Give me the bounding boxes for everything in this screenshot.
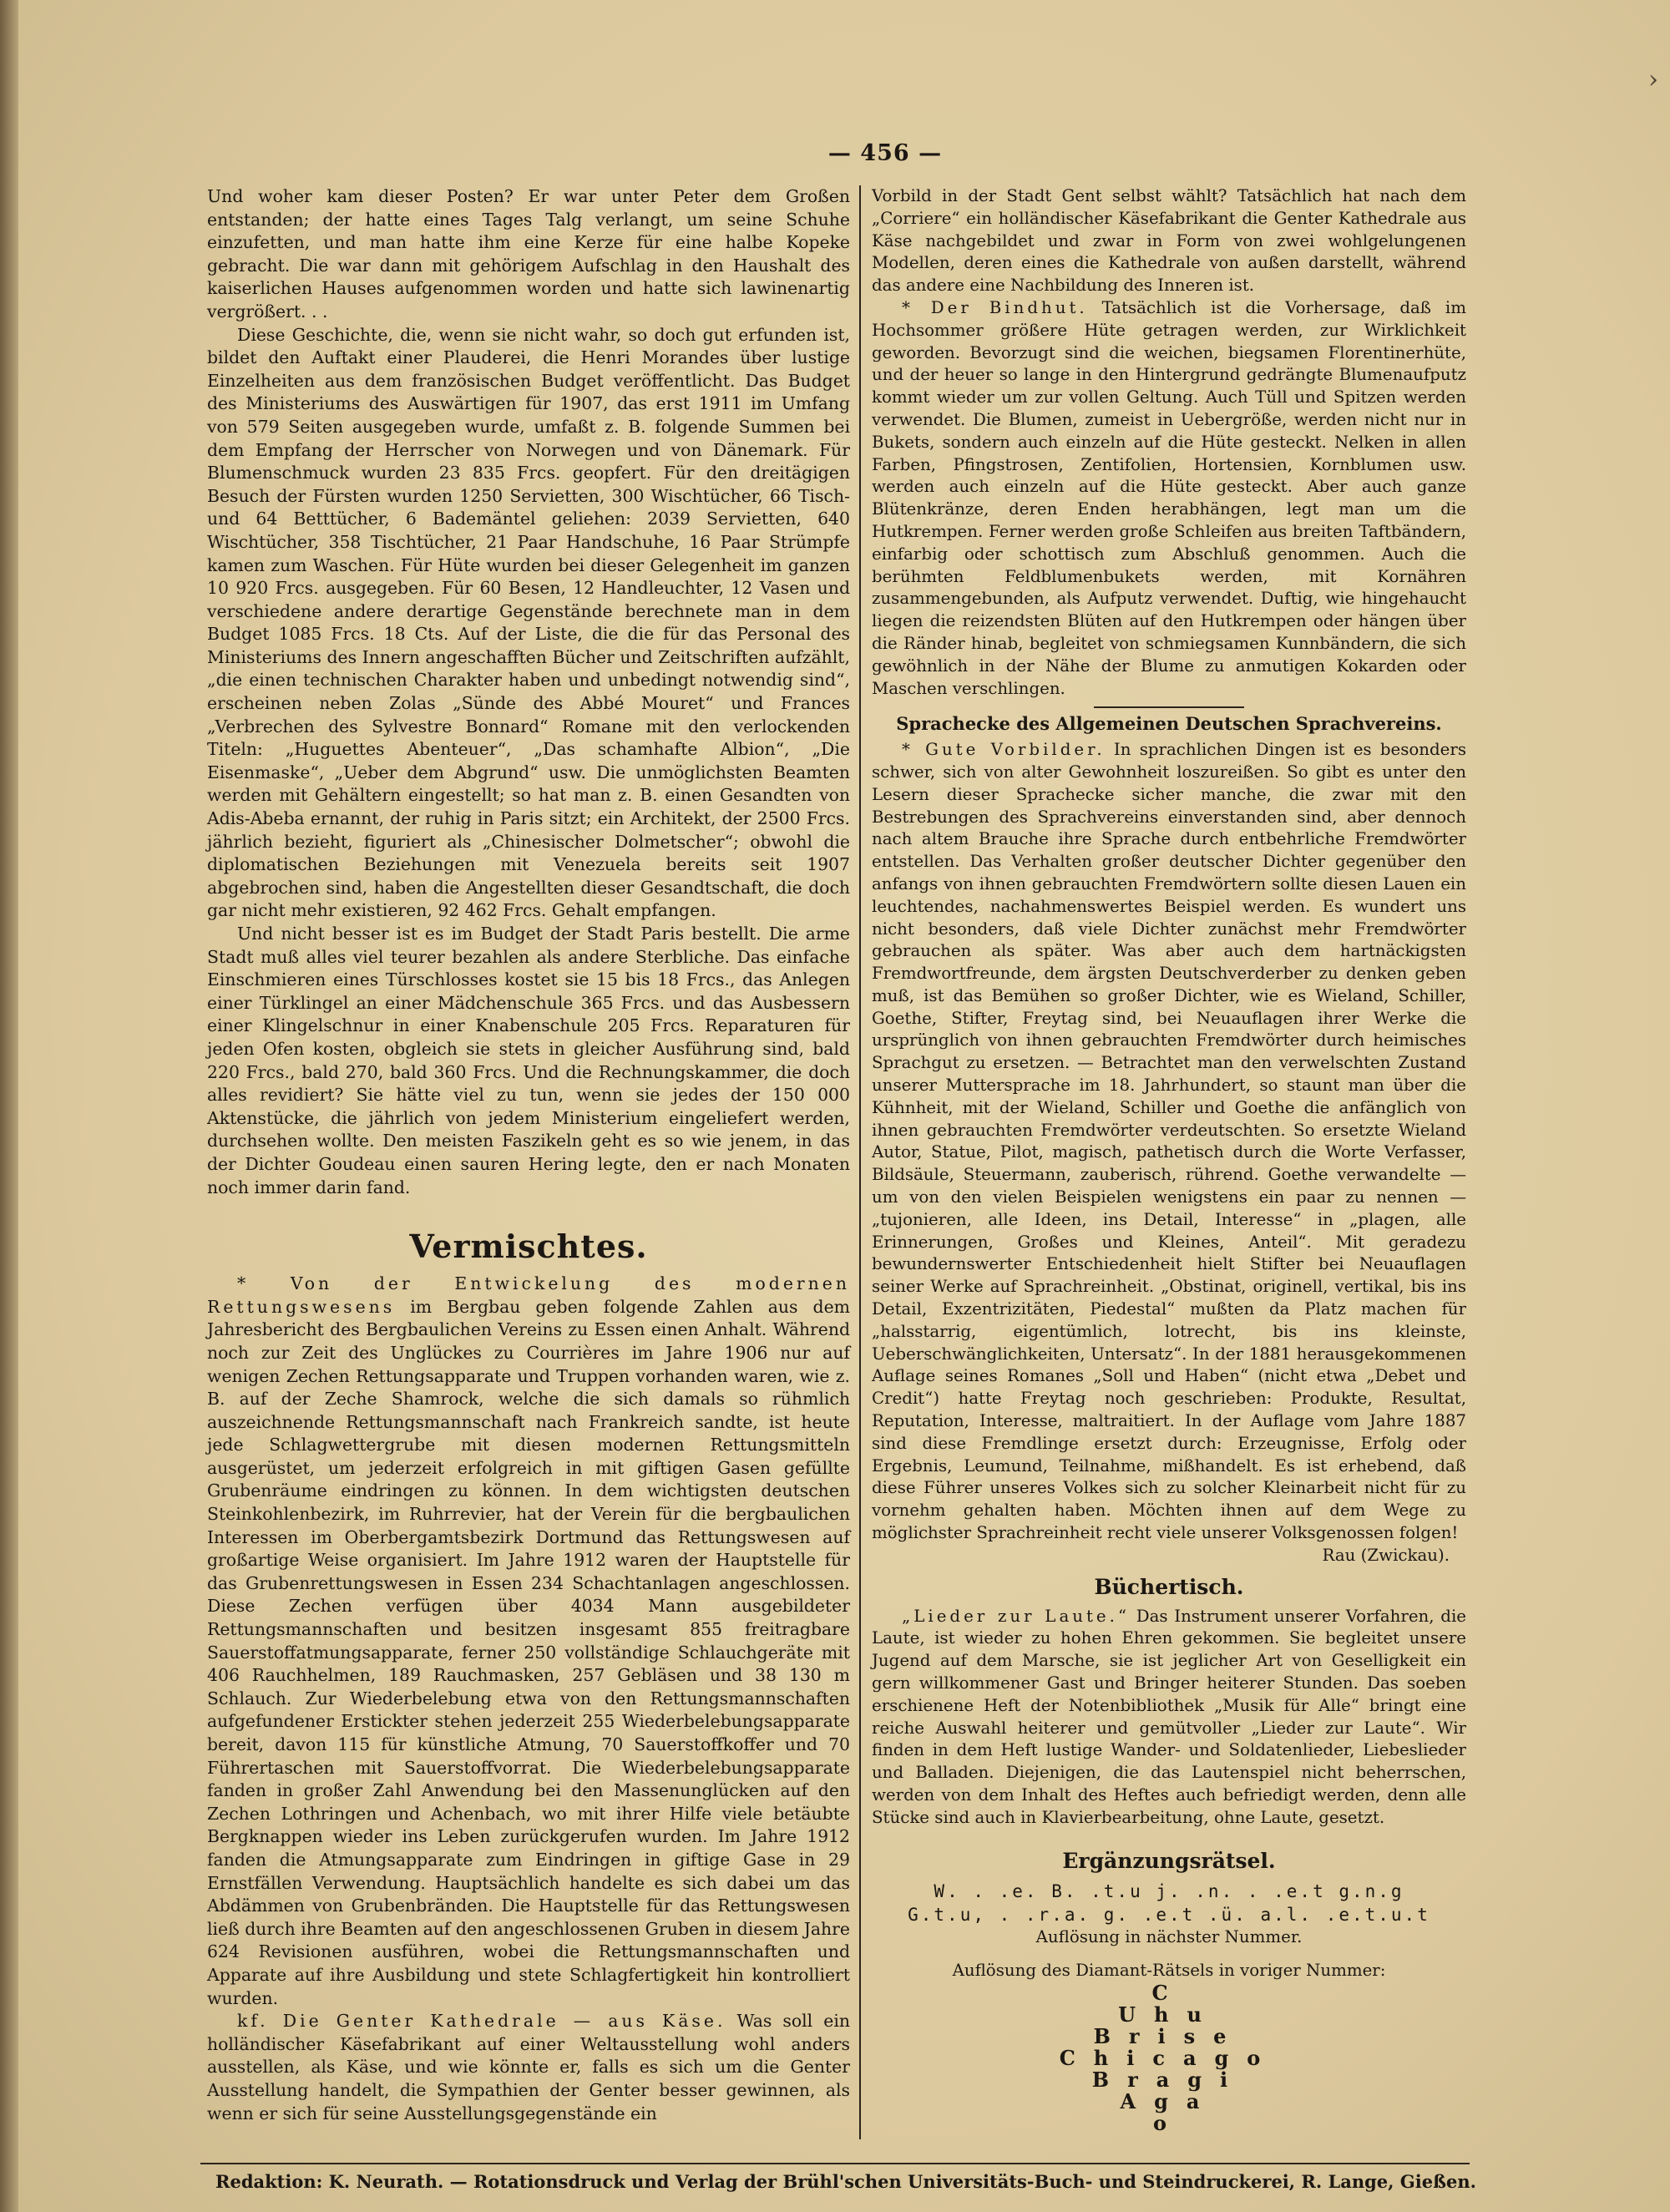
diamond-row: Aga [1120,2089,1218,2114]
puzzle-line: W. . .e. B. .t.u j. .n. . .e.t g.n.g [934,1880,1404,1901]
puzzle-line: G.t.u, . .r.a. g. .e.t .ü. a.l. .e.t.u.t [908,1904,1430,1925]
article-rettungswesen [207,1273,850,2010]
right-column [872,185,1466,2149]
imprint-footer: Redaktion: K. Neurath. — Rotationsdruck und Verlag der Brühl'schen Universitäts-Buch- und Steindruckerei, R. Lange, Gießen. [215,2171,1476,2192]
article-kathedrale-continued: Vorbild in der Stadt Gent selbst wählt? Tatsächlich hat nach dem „Corriere“ ein holländischer Käsefabrikant die Genter Kathedrale aus Käse nachgebildet und zwar in Form von zwei wohlgelungenen Modellen, deren eines die Kathedrale von außen darstellt, während das andere eine Nachbildung des Inneren ist. [872,186,1466,296]
article-lead: * Von der Entwickelung des modernen Rettungswesens [207,1273,850,1317]
book-spine-edge [0,0,18,2212]
article-bindhut [872,297,1466,700]
article-lead: * Gute Vorbilder. [902,740,1106,760]
article-body: im Bergbau geben folgende Zahlen aus dem Jahresbericht des Bergbaulichen Vereins zu Essen einen Anhalt. Während noch zur Zeit des Unglückes zu Courrières im Jahre 1906 nur auf wenigen Zechen Rettungsapparate und Truppen vorhanden waren, wie z. B. auf der Zeche Shamrock, welche die sich damals so rühmlich auszeichnende Rettungsmannschaft nach Frankreich sandte, ist heute jede Schlagwettergrube mit diesen modernen Rettungsmitteln ausgerüstet, um jederzeit erfolgreich in mit giftigen Gasen gefüllte Grubenräume eindringen zu können. In dem wichtigsten deutschen Steinkohlenbezirk, im Ruhrrevier, hat der Verein für die bergbaulichen Interessen im Oberbergamtsbezirk Dortmund das Rettungswesen auf großartige Weise organisiert. Im Jahre 1912 waren der Hauptstelle für das Grubenrettungswesen in Essen 234 Schachtanlagen angeschlossen. Diese Zechen verfügen über 4034 Mann ausgebildeter Rettungsmannschaften und besitzen insgesamt 855 freitragbare Sauerstoffatmungsapparate, ferner 250 vollständige Schlauchgeräte mit 406 Rauchhelmen, 189 Rauchmasken, 257 Gebläsen und 38 130 m Schlauch. Zur Wiederbelebung etwa von den Rettungsmannschaften aufgefundener Erstickter stehen jederzeit 255 Wiederbelebungsapparate bereit, davon 115 für künstliche Atmung, 70 Sauerstoffkoffer und 70 Führertaschen mit Sauerstoffvorrat. Die Wiederbelebungsapparate fanden in großer Zahl Anwendung bei den Massenunglücken auf den Zechen Lothringen und Achenbach, wo mit ihrer Hilfe viele betäubte Bergknappen wieder ins Leben zurückgerufen wurden. Im Jahre 1912 fanden die Atmungsapparate zum Eindringen in giftige Gase in 29 Ernstfällen Verwendung. Hauptsächlich handelte es sich dabei um das Abdämmen von Grubenbränden. Die Hauptstelle für das Rettungswesen ließ durch ihre Beamten auf den angeschlossenen Gruben in diesem Jahre 624 Revisionen ausführen, wobei die Rettungsmannschaften und Apparate auf ihre Ausbildung und stete Schlagfertigkeit hin kontrolliert wurden. [207,1296,850,2008]
footer-rule [200,2163,1470,2164]
page-turn-arrow-icon: › [1648,65,1658,94]
article-paragraph: Und woher kam dieser Posten? Er war unter Peter dem Großen entstanden; der hatte eines Tages Talg verlangt, um seine Schuhe einzufetten, und man hatte ihm eine Kerze für eine halbe Kopeke gebracht. Die war dann mit gehörigem Aufschlag in den Haushalt des kaiserlichen Hauses aufgenommen worden und hatte sich lawinenartig vergrößert. . . [207,186,850,321]
article-body: Das Instrument unserer Vorfahren, die Laute, ist wieder zu hohen Ehren gekommen. Sie begleitet unsere Jugend auf dem Marsche, sie ist jeglicher Art von Geselligkeit ein gern willkommener Gast und Bringer heiterer Stunden. Das soeben erschienene Heft der Notenbibliothek „Musik für Alle“ bringt eine reiche Auswahl heiterer und gemütvoller „Lieder zur Laute“. Wir finden in dem Heft lustige Wander- und Soldatenlieder, Liebeslieder und Balladen. Diejenigen, die das Lautenspiel nicht beherrschen, werden von dem Inhalt des Heftes auch befriedigt werden, denn alle Stücke sind auch in Klavierbearbeitung, ohne Laute, gesetzt. [872,1606,1467,1827]
diamond-row: Uhu [1118,2002,1220,2027]
article-lead: „Lieder zur Laute.“ [902,1606,1131,1626]
left-column [207,185,850,2125]
section-title-raetsel: Ergänzungsrätsel. [1062,1848,1276,1873]
page-number: — 456 — [827,140,943,166]
diamond-row: o [1152,2111,1185,2136]
section-rule [1094,706,1244,708]
section-title-sprachecke: Sprachecke des Allgemeinen Deutschen Sprachvereins. [896,713,1442,735]
article-paragraph: Und nicht besser ist es im Budget der Stadt Paris bestellt. Die arme Stadt muß alles viel teurer bezahlen als andere Sterbliche. Das einfache Einschmieren eines Türschlosses kostet sie 15 bis 18 Frcs., das Anlegen einer Türklingel an einer Mädchenschule 365 Frcs. und das Ausbessern einer Klingelschnur in einer Knabenschule 205 Frcs. Reparaturen für jeden Ofen kosten, obgleich sie stets in gleicher Ausführung sind, bald 220 Frcs., bald 270, bald 360 Frcs. Und die Rechnungskammer, die doch alles revidiert? Sie hätte viel zu tun, wenn sie jedes der 150 000 Aktenstücke, die jährlich von jedem Ministerium eingeliefert werden, durchsehen wollte. Den meisten Faszikeln geht es so wie jenem, in das der Dichter Goudeau einen sauren Hering legte, den er nach Monaten noch immer darin fand. [207,924,850,1197]
diamond-row: C [1151,1981,1187,2006]
diamond-puzzle-solution [872,1982,1466,2149]
article-lieder-zur-laute [872,1606,1466,1830]
article-paragraph: Diese Geschichte, die, wenn sie nicht wahr, so doch gut erfunden ist, bildet den Auftakt einer Plauderei, die Henri Morandes über lustige Einzelheiten aus dem französischen Budget veröffentlicht. Das Budget des Ministeriums des Auswärtigen für 1907, das erst 1911 im Umfang von 579 Seiten ausgegeben wurde, umfaßt z. B. folgende Summen bei dem Empfang der Herrscher von Norwegen und von Dänemark. Für Blumenschmuck wurden 23 835 Frcs. geopfert. Für den dreitägigen Besuch der Fürsten wurden 1250 Servietten, 300 Wischtücher, 66 Tisch- und 64 Betttücher, 6 Bademäntel geliehen: 2039 Servietten, 640 Wischtücher, 358 Tischtücher, 21 Paar Handschuhe, 16 Paar Strümpfe kamen zum Waschen. Für Hüte wurden bei dieser Gelegenheit im ganzen 10 920 Frcs. ausgegeben. Für 60 Besen, 12 Handleuchter, 12 Vasen und verschiedene andere derartige Gegenstände berechnete man in dem Budget 1085 Frcs. 18 Cts. Auf der Liste, die die für das Personal des Ministeriums des Innern angeschafften Bücher und Zeitschriften aufzählt, „die einen technischen Charakter haben und unbedingt notwendig sind“, erscheinen neben Zolas „Sünde des Abbé Mouret“ und Frances „Verbrechen des Sylvestre Bonnard“ Romane mit den verlockenden Titeln: „Huguettes Abenteuer“, „Das schamhafte Albion“, „Die Eisenmaske“, „Ueber dem Abgrund“ usw. Die unmöglichsten Beamten werden mit Gehältern eingestellt; so hat man z. B. einen Gesandten von Adis-Abeba ernannt, der ruhig in Paris sitzt; ein Architekt, der 2500 Frcs. jährlich bezieht, figuriert als „Chinesischer Dolmetscher“; obwohl die diplomatischen Beziehungen mit Venezuela bereits seit 1907 abgebrochen sind, haben die Angestellten dieser Gesandtschaft, die doch gar nicht mehr existieren, 92 462 Frcs. Gehalt empfangen. [207,324,850,921]
section-title-buechertisch: Büchertisch. [1094,1574,1244,1599]
diamond-row: Chicago [1059,2046,1279,2071]
article-lead: * Der Bindhut. [902,297,1088,317]
article-body: In sprachlichen Dingen ist es besonders schwer, sich von alter Gewohnheit loszureißen. So gibt es unter den Lesern dieser Sprachecke sicher manche, die zwar mit den Bestrebungen des Sprachvereins einverstanden sind, aber dennoch nach altem Brauche ihre Sprache durch entbehrliche Fremdwörter entstellen. Das Verhalten großer deutscher Dichter gegenüber den anfangs von ihnen gebrauchten Fremdwörtern sollte diesen Lauen ein leuchtendes, nachahmenswertes Beispiel werden. Es wundert uns nicht besonders, daß viele Dichter zunächst mehr Fremdwörter gebrauchen als später. Was aber auch dem hartnäckigsten Fremdwortfreunde, dem ärgsten Deutschverderber zu denken geben muß, ist das Bemühen so großer Dichter, wie es Wieland, Schiller, Goethe, Stifter, Freytag sind, bei Neuauflagen ihrer Werke die ursprünglich von ihnen gebrauchten Fremdwörter durch heimisches Sprachgut zu ersetzen. — Betrachtet man den verwelschten Zustand unserer Muttersprache im 18. Jahrhundert, so staunt man über die Kühnheit, mit der Wieland, Schiller und Goethe die anfänglich von ihnen gebrauchten Fremdwörter verdeutschten. So ersetzte Wieland Autor, Statue, Pilot, magisch, pathetisch durch die Worte Verfasser, Bildsäule, Steuermann, zauberisch, rührend. Goethe verwandelte — um von den vielen Beispielen wenigstens ein paar zu nennen — „tujonieren, alle Ideen, ins Detail, Interesse“ in „plagen, alle Erinnerungen, Großes und Kleines, Anteil“. Mit geradezu bewundernswerter Entschiedenheit hielt Stifter bei Neuauflagen seiner Werke auf Sprachreinheit. „Obstinat, originell, vertikal, bis ins Detail, Exzentrizitäten, Piedestal“ mußten da Platz machen für „halsstarrig, eigentümlich, lotrecht, bis ins kleinste, Ueberschwänglichkeiten, Untersatz“. In der 1881 herausgekommenen Auflage seines Romanes „Soll und Haben“ (nicht etwa „Debet und Credit“) hatte Freytag noch geschrieben: Produkte, Resultat, Reputation, Interesse, maltraitiert. In der Auflage vom Jahre 1887 sind diese Fremdlinge ersetzt durch: Erzeugnisse, Erfolg oder Ergebnis, Leumund, Teilnahme, mißhandelt. Es ist erhebend, daß diese Führer unseres Volkes sich zu solcher Kleinarbeit nicht für zu vornehm gehalten haben. Möchten ihnen auf dem Wege zu möglichster Sprachreinheit recht viele unserer Volksgenossen folgen! [872,740,1466,1543]
author-signature: Rau (Zwickau). [1322,1545,1450,1565]
section-title-vermischtes: Vermischtes. [409,1227,648,1266]
diamond-row: Brise [1093,2024,1245,2049]
article-lead: kf. Die Genter Kathedrale — aus Käse. [237,2011,726,2032]
puzzle-note: Auflösung in nächster Nummer. [1035,1926,1303,1946]
article-gute-vorbilder [872,739,1466,1545]
article-body: Was soll ein holländischer Käsefabrikant auf einer Weltausstellung wohl anders ausstellen, als Käse, und wie könnte er, falls es sich um die Genter Ausstellung handelt, die Sympathien der Genter besser gewinnen, als wenn er sich für seine Ausstellungsgegenstände ein [207,2011,850,2123]
article-kathedrale [207,2010,850,2125]
column-divider [859,185,861,2139]
article-body: Tatsächlich ist die Vorhersage, daß im Hochsommer größere Hüte getragen werden, zur Wirklichkeit geworden. Bevorzugt sind die weichen, biegsamen Florentinerhüte, und der heuer so lange in den Hintergrund gedrängte Blumenaufputz kommt wieder um zur vollen Geltung. Auch Tüll und Spitzen werden verwendet. Die Blumen, zumeist in Uebergröße, werden nicht nur in Bukets, sondern auch einzeln auf die Hüte gesteckt. Nelken in allen Farben, Pfingstrosen, Zentifolien, Hortensien, Kornblumen usw. werden auch einzeln auf die Hüte gesteckt. Aber auch ganze Blütenkränze, deren Enden herabhängen, legt man um die Hutkrempen. Ferner werden große Schleifen aus breiten Taftbändern, einfarbig oder schottisch zum Abschluß genommen. Auch die berühmten Feldblumenbukets werden, mit Kornähren zusammengebunden, als Aufputz verwendet. Duftig, wie hingehaucht liegen die reizendsten Blüten auf den Hutkrempen oder hängen über die Ränder hinab, begleitet von schmiegsamen Kunnbändern, die sich gewöhnlich in der Nähe der Blume zu anmutigen Kokarden oder Maschen verschlingen. [872,297,1466,698]
diamond-row: Bragi [1091,2068,1247,2093]
solution-title: Auflösung des Diamant-Rätsels in voriger Nummer: [952,1961,1386,1981]
